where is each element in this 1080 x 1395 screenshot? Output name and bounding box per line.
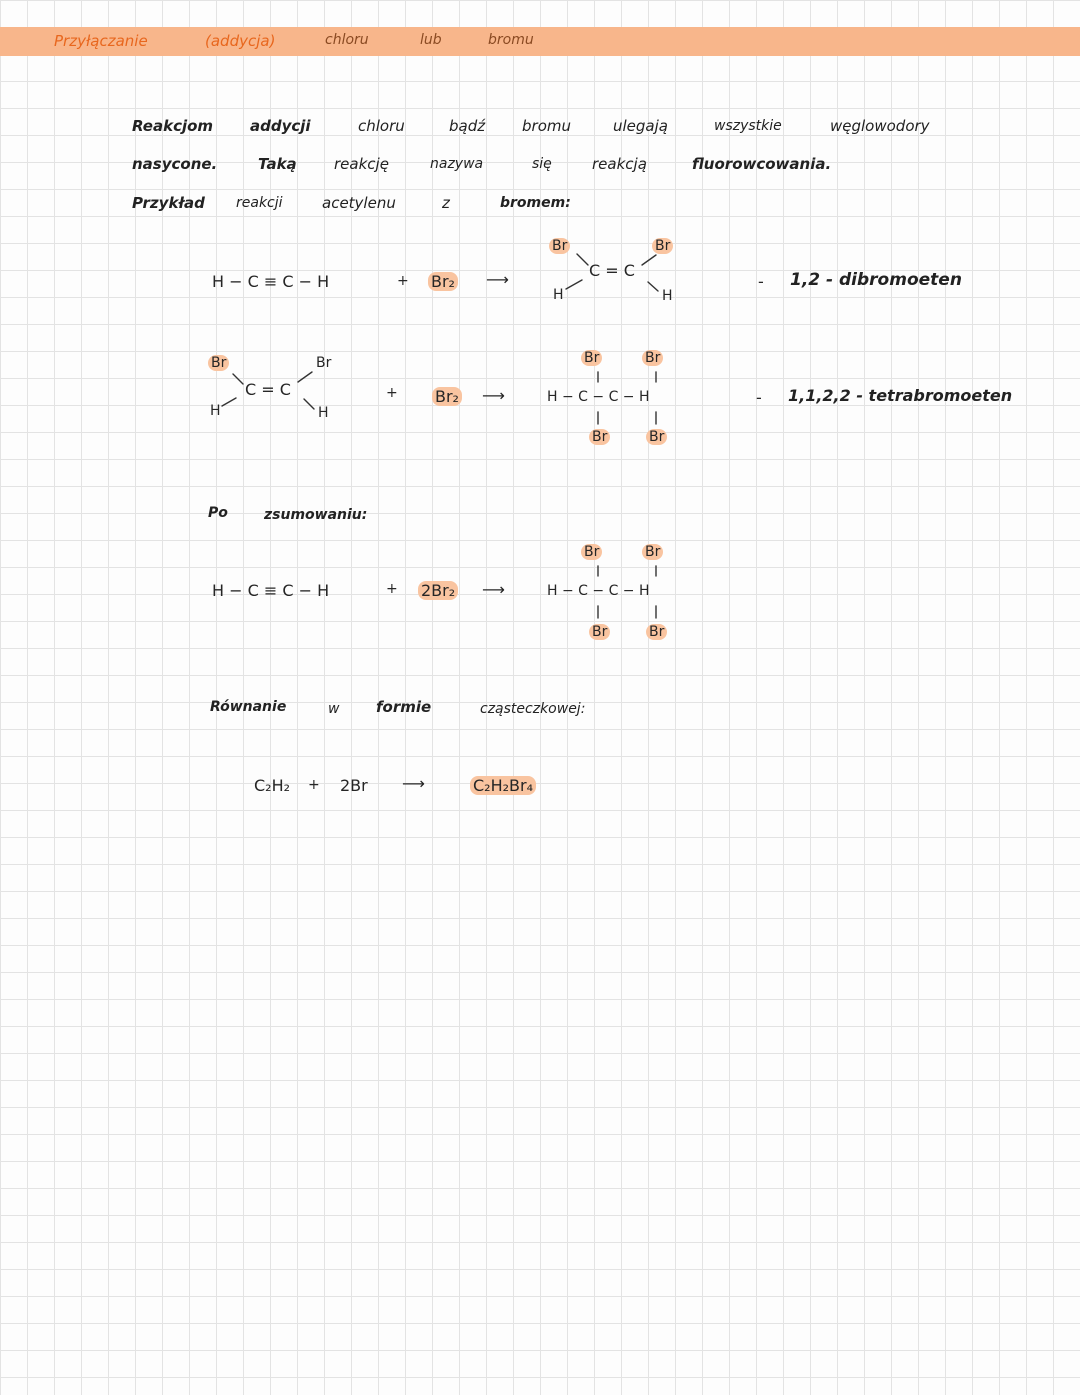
intro-word: Taką [258,155,297,173]
bond [577,254,588,265]
intro-word: bromem: [500,195,571,211]
reaction1-reagent: Br₂ [428,272,458,291]
intro-word: bądź [449,117,486,135]
reaction2-plus: + [386,385,398,401]
header-word-chloru: chloru [325,32,369,48]
reaction2-product-br-bot1: Br [589,429,610,445]
bond [233,374,243,384]
molecular-label-word: formie [376,698,432,716]
reaction1-plus: + [397,273,409,289]
reaction1-product-name: 1,2 - dibromoeten [790,270,962,290]
reaction1-product-core: C = C [589,261,635,280]
intro-word: addycji [250,117,311,135]
header-word-bromu: bromu [488,32,534,48]
header-subtitle: (addycja) [205,32,276,50]
reaction2-product-name: 1,1,2,2 - tetrabromoeten [788,386,1013,405]
molecular-arrow: ⟶ [402,774,425,793]
summary-reagent: 2Br₂ [418,581,458,600]
reaction2-product-br-bot2: Br [646,429,667,445]
summary-product-br-top2: Br [642,544,663,560]
bond [642,255,656,265]
summary-reactant: H − C ≡ C − H [212,581,330,600]
intro-word: Reakcjom [132,117,214,135]
reaction2-reactant-h-left: H [210,403,221,419]
intro-word: reakcją [592,155,647,173]
summary-product-chain: H − C − C − H [547,583,650,599]
bond [298,372,312,382]
reaction2-reactant-h-right: H [318,405,329,421]
bond [648,282,658,291]
intro-word: chloru [358,117,405,135]
intro-word: ulegają [613,117,668,135]
reaction2-reagent: Br₂ [432,387,462,406]
intro-word: reakcji [236,195,283,211]
summary-label: zsumowaniu: [264,507,368,523]
molecular-label-word: w [328,701,340,717]
molecular-label-word: Równanie [210,699,287,715]
reaction2-reactant-br-right: Br [316,355,332,371]
header-bar [0,27,1080,56]
summary-product-br-bot2: Br [646,624,667,640]
molecular-product: C₂H₂Br₄ [470,776,536,795]
intro-word: się [532,156,552,172]
reaction2-reactant-core: C = C [245,380,291,399]
summary-product-br-top1: Br [581,544,602,560]
intro-word: Przykład [132,194,205,212]
intro-word: z [442,194,450,212]
reaction1-product-br-right: Br [652,238,673,254]
header-title: Przyłączanie [54,32,148,50]
reaction2-product-br-top1: Br [581,350,602,366]
reaction2-dash: - [756,388,762,407]
intro-word: acetylenu [322,194,396,212]
summary-plus: + [386,581,398,597]
molecular-plus: + [308,777,320,793]
reaction1-product-h-left: H [553,287,564,303]
summary-label: Po [208,505,228,521]
summary-product-br-bot1: Br [589,624,610,640]
summary-arrow: ⟶ [482,580,505,599]
reaction1-arrow: ⟶ [486,270,509,289]
reaction1-reactant: H − C ≡ C − H [212,272,330,291]
reaction2-arrow: ⟶ [482,386,505,405]
bond [566,280,582,289]
reaction2-product-chain: H − C − C − H [547,389,650,405]
reaction2-reactant-br-left: Br [208,355,229,371]
intro-word: węglowodory [830,117,930,135]
reaction1-dash: - [758,272,764,291]
reaction1-product-h-right: H [662,288,673,304]
intro-word: reakcję [334,155,389,173]
intro-word: bromu [522,117,571,135]
reaction1-product-br-left: Br [549,238,570,254]
reaction2-product-br-top2: Br [642,350,663,366]
intro-word: nazywa [430,156,484,172]
bond [222,398,236,406]
molecular-label-word: cząsteczkowej: [480,701,586,717]
molecular-reagent: 2Br [340,776,368,795]
header-word-lub: lub [420,32,442,48]
intro-word: fluorowcowania. [692,155,832,173]
molecular-reactant: C₂H₂ [254,776,291,795]
intro-word: nasycone. [132,155,218,173]
intro-word: wszystkie [714,118,782,134]
bond [304,399,314,409]
